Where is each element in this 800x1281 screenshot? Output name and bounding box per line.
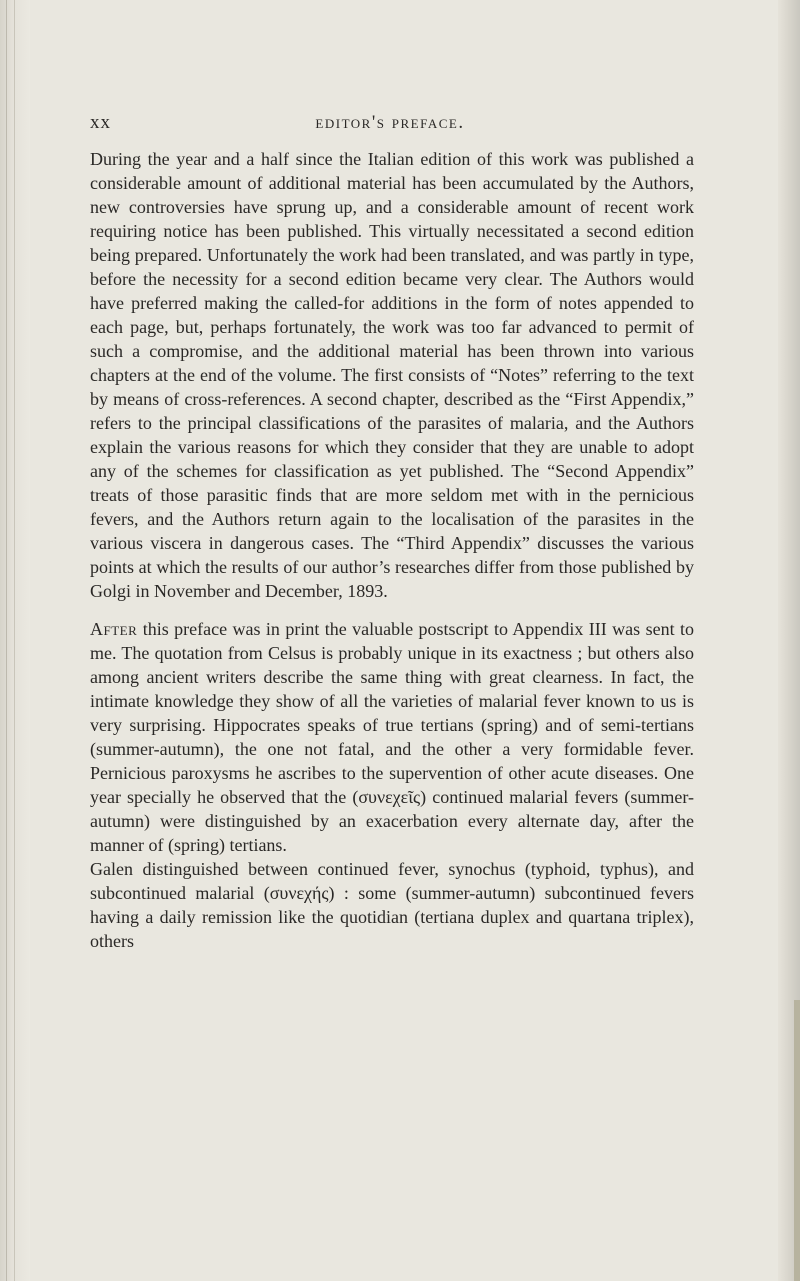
paragraph-2 (90, 617, 694, 857)
paragraph-2-lead: After (90, 619, 138, 639)
paragraph-1-text: During the year and a half since the Italian edition of this work was published a considerable amount of additional material has been accumulated by the Authors, new controversies have sprung up, and a considerable amount of recent work requiring notice has been published. This virtually necessitated a second edition being prepared. Unfortunately the work had been translated, and was partly in type, before the necessity for a second edition became very clear. The Authors would have preferred making the called-for additions in the form of notes appended to each page, but, perhaps fortunately, the work was too far advanced to permit of such a compromise, and the additional material has been thrown into various chapters at the end of the volume. The first consists of “Notes” referring to the text by means of cross-references. A second chapter, described as the “First Appendix,” refers to the principal classifications of the parasites of malaria, and the Authors explain the various reasons for which they consider that they are unable to adopt any of the schemes for classification as yet published. The “Second Appendix” treats of those parasitic finds that are more seldom met with in the pernicious fevers, and the Authors return again to the localisation of the parasites in the various viscera in dangerous cases. The “Third Appendix” discusses the various points at which the results of our author’s researches differ from those published by Golgi in November and December, 1893. (90, 149, 694, 601)
paragraph-1 (90, 147, 694, 603)
page-number: xx (90, 112, 111, 133)
paragraph-3-text: Galen distinguished between continued fever, synochus (typhoid, typhus), and subcontinued malarial (συνεχής) : some (summer-autumn) subcontinued fevers having a daily remission like the quotidian (tertiana duplex and quartana triplex), others (90, 859, 694, 951)
body-text (90, 147, 694, 953)
page-edge (778, 0, 800, 1281)
running-head: editor's preface. (315, 112, 465, 133)
page-header (90, 112, 690, 142)
book-gutter (0, 0, 30, 1281)
paragraph-2-text: this preface was in print the valuable postscript to Appendix III was sent to me. The quotation from Celsus is probably unique in its exactness ; but others also among ancient writers describe the same thing with great clearness. In fact, the intimate knowledge they show of all the varieties of malarial fever known to us is very surprising. Hippocrates speaks of true tertians (spring) and of semi-tertians (summer-autumn), the one not fatal, and the other a very formidable fever. Pernicious paroxysms he ascribes to the supervention of other acute diseases. One year specially he observed that the (συνεχεῖς) continued malarial fevers (summer-autumn) were distinguished by an exacerbation every alternate day, after the manner of (spring) tertians. (90, 619, 694, 855)
paragraph-3 (90, 857, 694, 953)
page-edge-shadow (794, 1000, 800, 1281)
